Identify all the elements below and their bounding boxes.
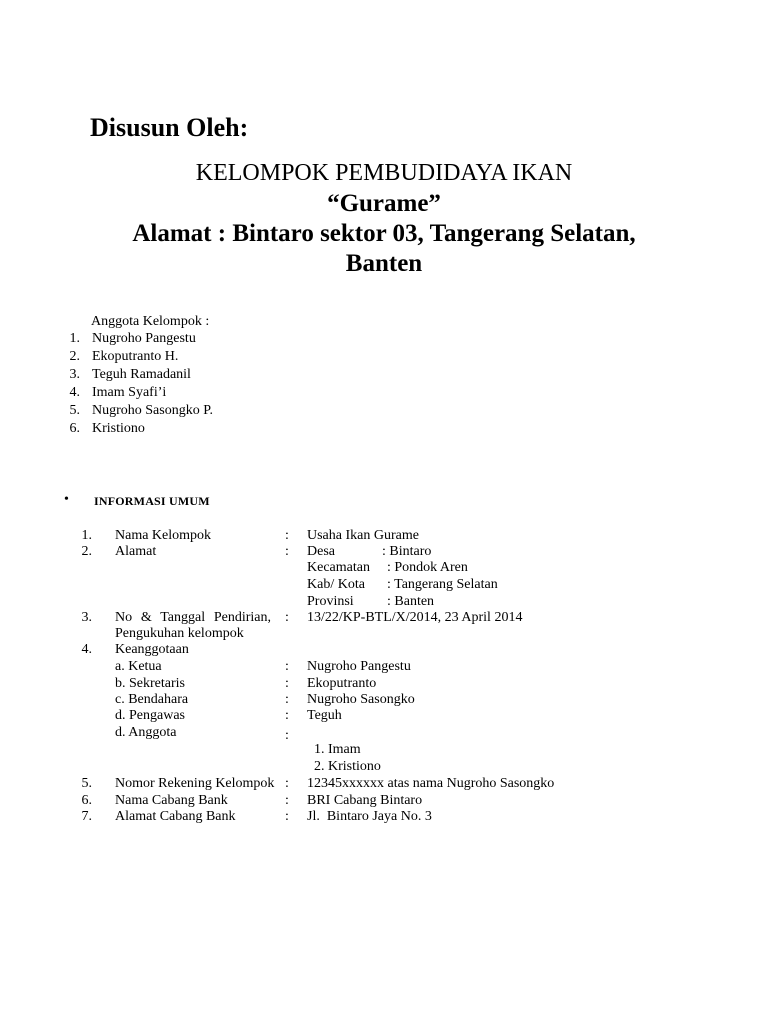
info-row-group-name [0, 528, 768, 544]
row-label: Nomor Rekening Kelompok [115, 776, 275, 791]
member-number: 2. [69, 349, 80, 364]
members-label: Anggota Kelompok : [91, 314, 210, 329]
ketua-label: a. Ketua [115, 659, 162, 674]
row-colon: : [285, 809, 289, 824]
row-number: 3. [81, 610, 92, 625]
title-fish-name: “Gurame” [327, 190, 441, 217]
member-name: Imam Syafi’i [92, 385, 167, 400]
member-number: 4. [69, 385, 80, 400]
member-number: 6. [69, 421, 80, 436]
row-value: 12345xxxxxx atas nama Nugroho Sasongko [307, 776, 555, 791]
row-value: Jl. Bintaro Jaya No. 3 [307, 809, 432, 824]
member-item [0, 367, 768, 385]
member-name: Kristiono [92, 421, 145, 436]
row-label: Alamat Cabang Bank [115, 809, 236, 824]
member-item [0, 349, 768, 367]
row-label: Keanggotaan [115, 642, 189, 657]
row-value: BRI Cabang Bintaro [307, 793, 423, 808]
info-row-founding [0, 610, 768, 644]
sekretaris-value: Ekoputranto [307, 676, 377, 691]
anggota-item: 2. Kristiono [314, 759, 381, 774]
row-colon: : [285, 544, 289, 559]
row-colon: : [285, 728, 289, 743]
row-colon: : [285, 776, 289, 791]
pengawas-value: Teguh [307, 708, 342, 723]
member-name: Teguh Ramadanil [92, 367, 191, 382]
member-item [0, 385, 768, 403]
row-number: 1. [81, 528, 92, 543]
row-value: 13/22/KP-BTL/X/2014, 23 April 2014 [307, 610, 523, 625]
member-name: Nugroho Sasongko P. [92, 403, 213, 418]
row-label: Alamat [115, 544, 157, 559]
row-number: 7. [81, 809, 92, 824]
member-item [0, 331, 768, 349]
ketua-value: Nugroho Pangestu [307, 659, 411, 674]
row-label-line1: No & Tanggal Pendirian, [115, 610, 271, 625]
row-colon: : [285, 708, 289, 723]
address-desa-label: Desa [307, 544, 335, 559]
row-colon: : [285, 528, 289, 543]
member-item [0, 421, 768, 439]
row-colon: : [285, 692, 289, 707]
address-desa-value: : Bintaro [382, 544, 432, 559]
title-group-name: KELOMPOK PEMBUDIDAYA IKAN [195, 160, 573, 186]
info-row-account [0, 776, 768, 792]
row-colon: : [285, 610, 289, 625]
address-kab-value: : Tangerang Selatan [387, 577, 498, 592]
row-number: 4. [81, 642, 92, 657]
address-provinsi-label: Provinsi [307, 594, 354, 609]
member-name: Nugroho Pangestu [92, 331, 196, 346]
info-row-bank-address [0, 809, 768, 825]
row-colon: : [285, 659, 289, 674]
row-number: 6. [81, 793, 92, 808]
row-number: 2. [81, 544, 92, 559]
member-number: 3. [69, 367, 80, 382]
row-number: 5. [81, 776, 92, 791]
anggota-label: d. Anggota [115, 725, 177, 740]
member-name: Ekoputranto H. [92, 349, 179, 364]
address-kecamatan-label: Kecamatan [307, 560, 370, 575]
address-kecamatan-value: : Pondok Aren [387, 560, 468, 575]
info-row-address [0, 544, 768, 610]
title-address: Alamat : Bintaro sektor 03, Tangerang Selatan, [132, 220, 636, 247]
info-section-title: INFORMASI UMUM [94, 494, 210, 508]
row-colon: : [285, 793, 289, 808]
row-value: Usaha Ikan Gurame [307, 528, 419, 543]
sekretaris-label: b. Sekretaris [115, 676, 185, 691]
info-row-membership [0, 642, 768, 776]
info-bullet: • [64, 492, 69, 507]
row-label: Nama Cabang Bank [115, 793, 228, 808]
member-number: 5. [69, 403, 80, 418]
bendahara-value: Nugroho Sasongko [307, 692, 415, 707]
address-kab-label: Kab/ Kota [307, 577, 365, 592]
row-colon: : [285, 676, 289, 691]
address-provinsi-value: : Banten [387, 594, 435, 609]
anggota-item: 1. Imam [314, 742, 361, 757]
row-label-line2: Pengukuhan kelompok [115, 626, 244, 641]
member-number: 1. [69, 331, 80, 346]
pengawas-label: d. Pengawas [115, 708, 185, 723]
member-item [0, 403, 768, 421]
info-row-bank-branch [0, 793, 768, 809]
row-label: Nama Kelompok [115, 528, 212, 543]
heading-disusun-oleh: Disusun Oleh: [90, 113, 249, 142]
bendahara-label: c. Bendahara [115, 692, 189, 707]
title-province: Banten [345, 250, 423, 277]
